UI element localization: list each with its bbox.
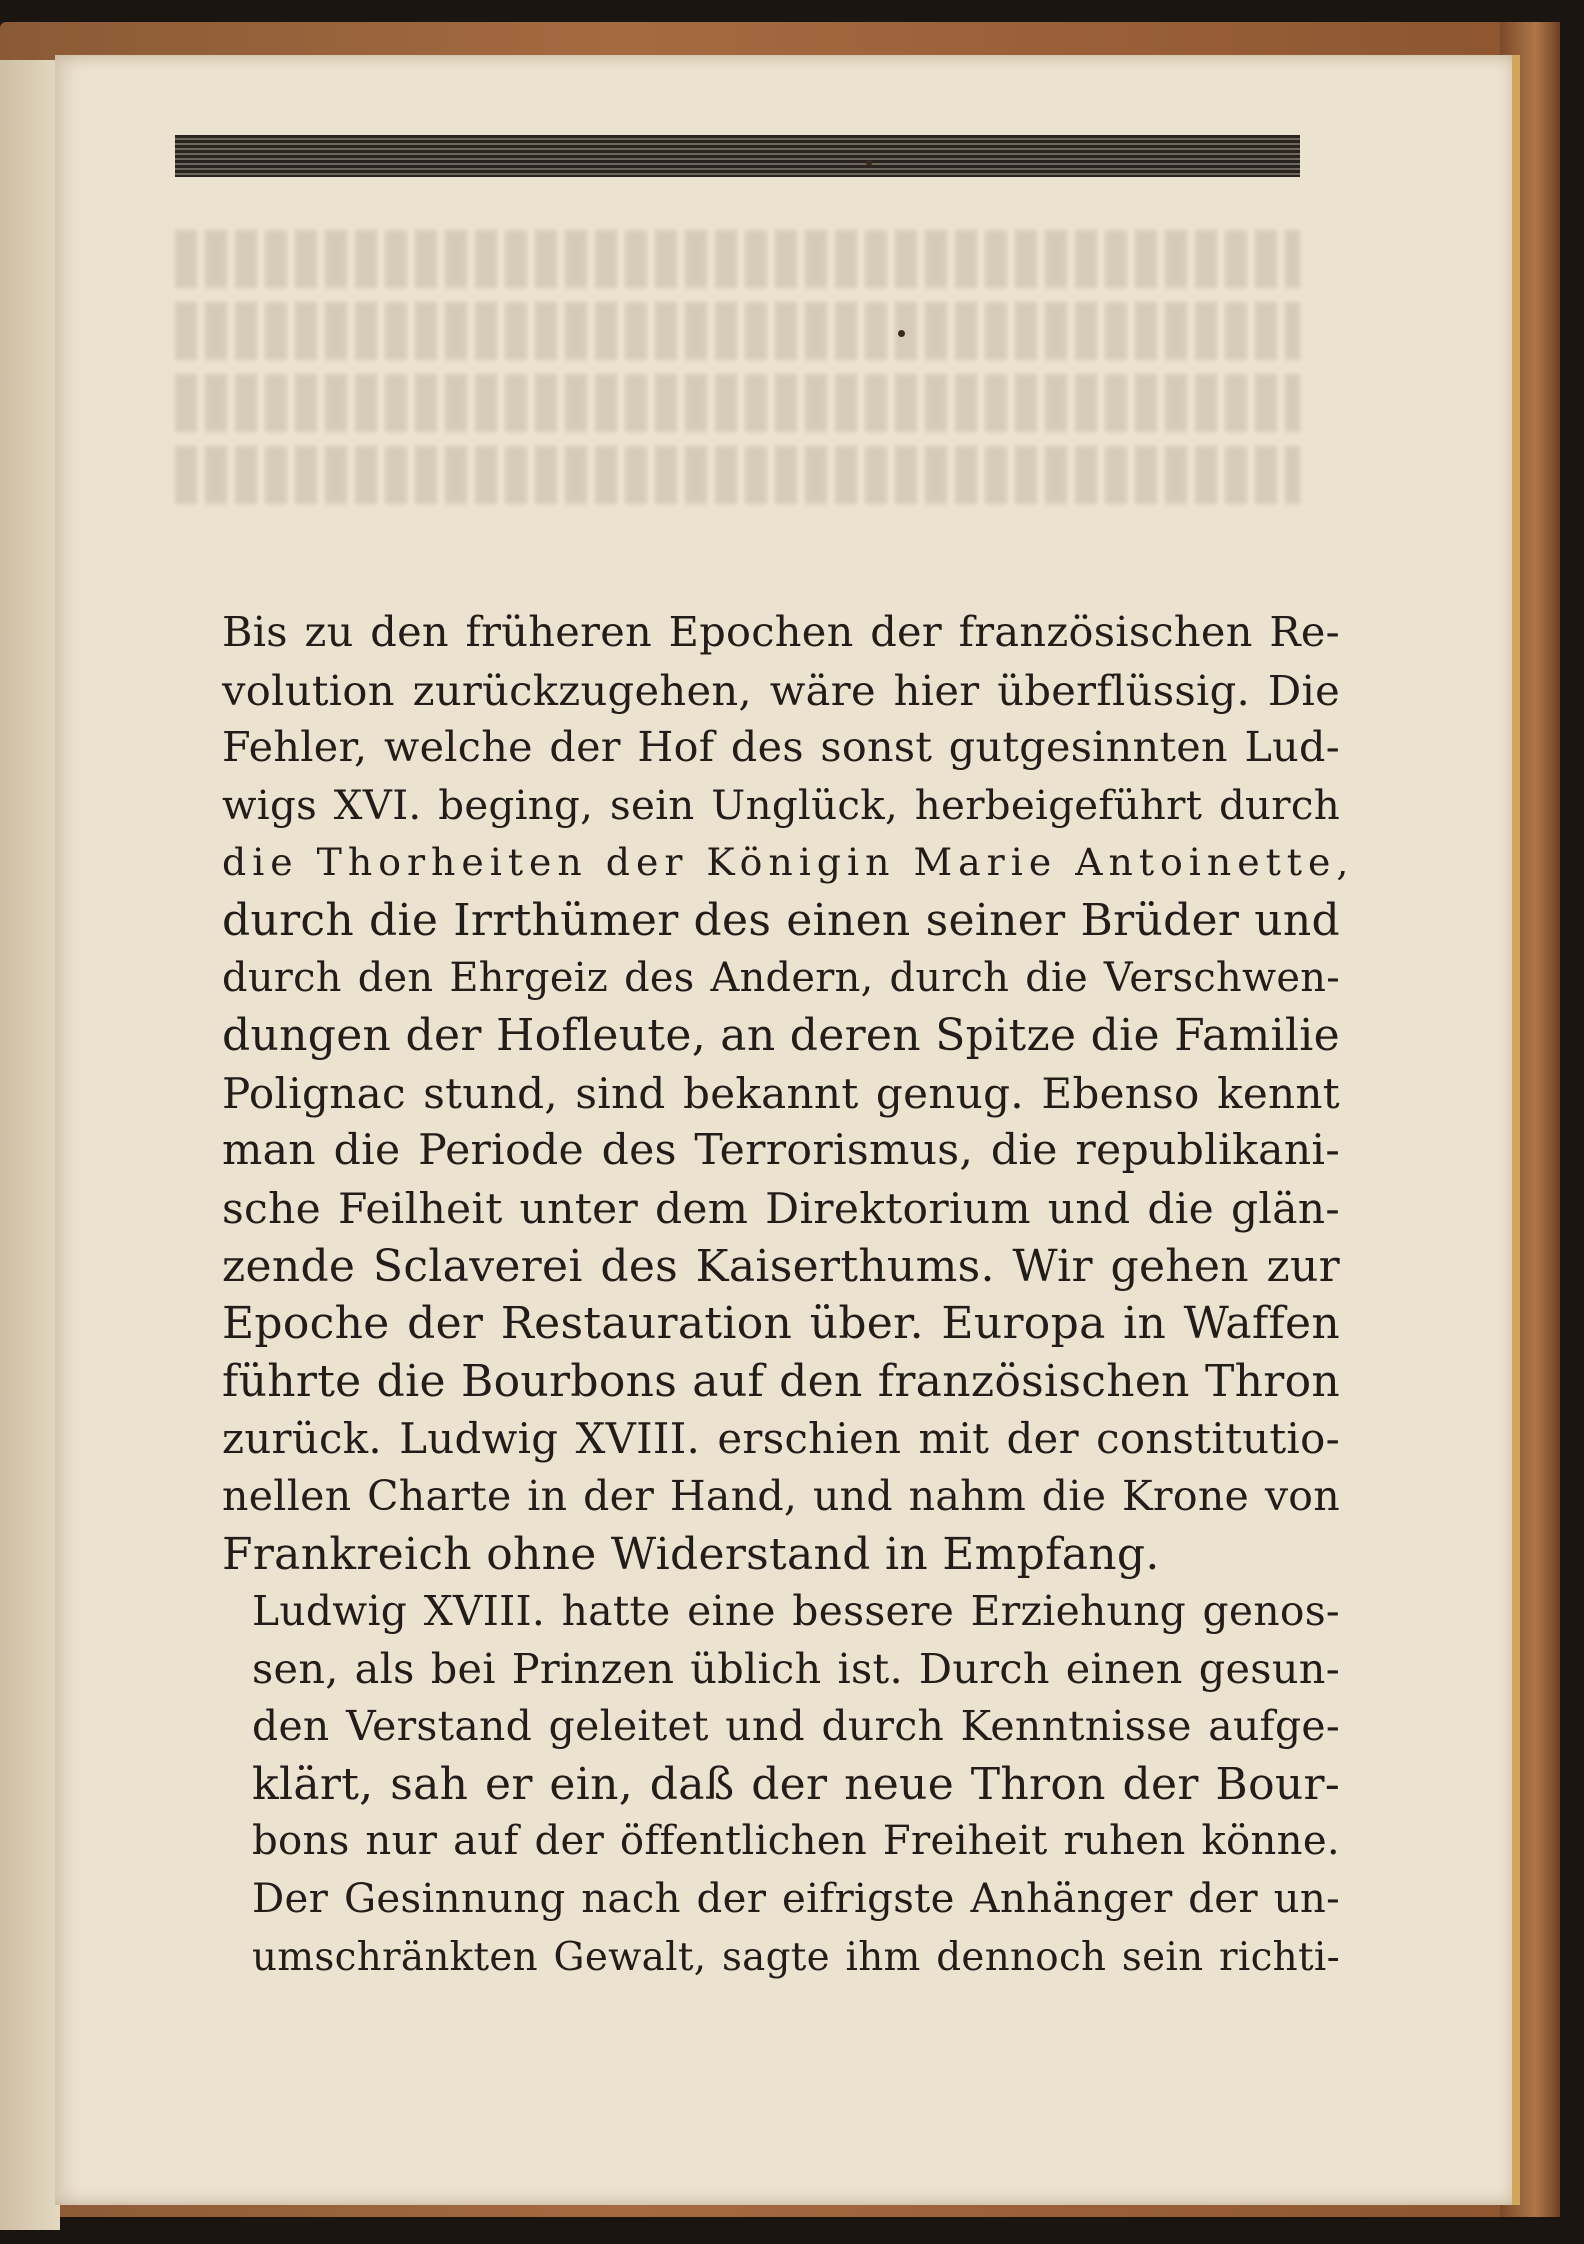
text-line: Epoche der Restauration über. Europa in Waffen (222, 1298, 1340, 1350)
text-line: durch den Ehrgeiz des Andern, durch die Verschwen- (222, 954, 1340, 1001)
gilt-page-edge (1512, 55, 1520, 2205)
text-line: zende Sclaverei des Kaiserthums. Wir gehen zur (222, 1240, 1340, 1292)
text-line: sen, als bei Prinzen üblich ist. Durch einen gesun- (252, 1644, 1340, 1693)
text-line: klärt, sah er ein, daß der neue Thron der Bour- (252, 1758, 1340, 1810)
text-line: Ludwig XVIII. hatte eine bessere Erziehung genos- (252, 1587, 1340, 1636)
text-line: Fehler, welche der Hof des sonst gutgesinnten Lud- (222, 723, 1340, 772)
page-body-text (222, 604, 1355, 1986)
text-line: Der Gesinnung nach der eifrigste Anhänger der un- (252, 1876, 1340, 1923)
text-line: bons nur auf der öffentlichen Freiheit ruhen könne. (252, 1818, 1340, 1865)
text-line: Bis zu den früheren Epochen der französischen Re- (222, 608, 1340, 656)
text-line: den Verstand geleitet und durch Kenntnisse aufge- (252, 1702, 1340, 1751)
text-line: Frankreich ohne Widerstand in Empfang. (222, 1528, 1160, 1580)
text-line: die Thorheiten der Königin Marie Antoinette, (222, 840, 1355, 885)
ink-speck (898, 330, 905, 337)
text-line: führte die Bourbons auf den französischen Thron (222, 1355, 1340, 1407)
paragraph-1 (222, 604, 1355, 1583)
text-line: dungen der Hofleute, an deren Spitze die Familie (222, 1010, 1340, 1062)
text-line: umschränkten Gewalt, sagte ihm dennoch sein richti- (252, 1934, 1340, 1980)
paragraph-2 (222, 1583, 1340, 1986)
text-line: zurück. Ludwig XVIII. erschien mit der constitutio- (222, 1414, 1340, 1464)
text-line: nellen Charte in der Hand, und nahm die Krone von (222, 1471, 1340, 1520)
facing-page-edge (0, 60, 60, 2230)
bleed-through-text (175, 230, 1300, 570)
text-line: man die Periode des Terrorismus, die republikani- (222, 1126, 1340, 1176)
text-line: wigs XVI. beging, sein Unglück, herbeigeführt durch (222, 781, 1340, 829)
ink-speck (866, 160, 872, 166)
text-line: sche Feilheit unter dem Direktorium und die glän- (222, 1183, 1340, 1233)
ornamental-rule (175, 135, 1300, 177)
text-line: Polignac stund, sind bekannt genug. Ebenso kennt (222, 1068, 1340, 1118)
text-line: durch die Irrthümer des einen seiner Brüder und (222, 894, 1340, 946)
text-line: volution zurückzugehen, wäre hier überflüssig. Die (222, 665, 1340, 715)
